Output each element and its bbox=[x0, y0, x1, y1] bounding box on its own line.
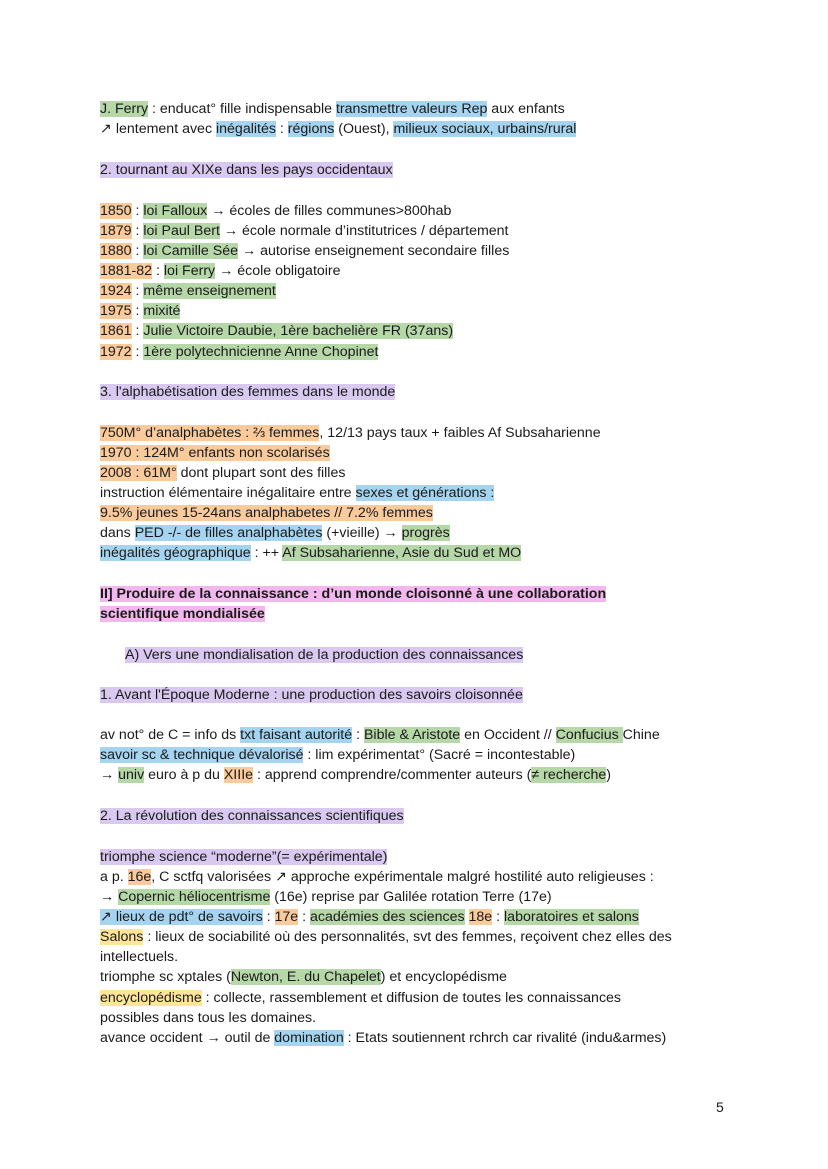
highlighted-text: mixité bbox=[143, 303, 181, 319]
highlighted-text: univ bbox=[118, 767, 145, 783]
text-segment: Chine bbox=[622, 727, 660, 743]
text-line bbox=[100, 584, 606, 604]
text-segment: : lieux de sociabilité où des personnalités, svt des femmes, reçoivent chez elles des bbox=[143, 929, 672, 945]
text-line bbox=[100, 301, 180, 321]
highlighted-text: milieux sociaux, urbains/rural bbox=[393, 121, 577, 137]
text-line bbox=[100, 99, 565, 119]
text-segment: : bbox=[131, 223, 144, 239]
text-segment: : bbox=[492, 909, 505, 925]
text-segment: → écoles de filles communes>800hab bbox=[207, 203, 452, 219]
text-line bbox=[100, 887, 552, 907]
text-line bbox=[100, 947, 178, 967]
highlighted-text: académies des sciences bbox=[310, 909, 465, 925]
highlighted-text: ≠ recherche bbox=[531, 767, 607, 783]
highlighted-text: J. Ferry bbox=[100, 101, 149, 117]
highlighted-text: 9.5% jeunes 15-24ans analphabetes // 7.2% femmes bbox=[100, 505, 433, 521]
highlighted-text: II] Produire de la connaissance : d’un monde cloisonné à une collaboration bbox=[100, 586, 607, 602]
text-line bbox=[100, 342, 378, 362]
highlighted-text: Newton, E. du Chapelet bbox=[230, 969, 381, 985]
highlighted-text: même enseignement bbox=[143, 283, 276, 299]
text-segment: aux enfants bbox=[487, 101, 565, 117]
text-line bbox=[100, 443, 330, 463]
highlighted-text: XIIIe bbox=[223, 767, 254, 783]
highlighted-text: 3. l'alphabétisation des femmes dans le monde bbox=[100, 384, 396, 400]
text-segment: instruction élémentaire inégalitaire entre bbox=[100, 485, 356, 501]
text-line bbox=[100, 201, 451, 221]
highlighted-text: progrès bbox=[401, 525, 450, 541]
text-segment: dont plupart sont des filles bbox=[176, 465, 346, 481]
text-line bbox=[100, 221, 509, 241]
text-segment: : collecte, rassemblement et diffusion de toutes les connaissances bbox=[201, 990, 622, 1006]
text-segment: (Ouest), bbox=[334, 121, 394, 137]
text-line bbox=[100, 847, 387, 867]
text-line bbox=[100, 604, 265, 624]
text-segment: → bbox=[100, 889, 119, 905]
highlighted-text: transmettre valeurs Rep bbox=[335, 101, 488, 117]
text-line bbox=[100, 967, 507, 987]
text-segment: triomphe sc xptales ( bbox=[100, 969, 231, 985]
highlighted-text: Julie Victoire Daubie, 1ère bachelière FR (37ans) bbox=[143, 323, 454, 339]
highlighted-text: domination bbox=[274, 1030, 344, 1046]
highlighted-text: 1861 bbox=[100, 323, 132, 339]
highlighted-text: 1924 bbox=[100, 283, 132, 299]
text-segment: en Occident // bbox=[460, 727, 556, 743]
text-line bbox=[100, 765, 611, 785]
highlighted-text: Salons bbox=[100, 929, 144, 945]
text-segment: : ++ bbox=[250, 545, 283, 561]
text-line bbox=[100, 160, 393, 180]
highlighted-text: savoir sc & technique dévalorisé bbox=[100, 747, 304, 763]
text-line bbox=[100, 988, 621, 1008]
text-segment: : bbox=[275, 121, 288, 137]
highlighted-text: encyclopédisme bbox=[100, 990, 202, 1006]
text-line bbox=[100, 423, 601, 443]
text-line bbox=[100, 382, 395, 402]
highlighted-text: A) Vers une mondialisation de la production des connaissances bbox=[125, 647, 524, 663]
highlighted-text: 1879 bbox=[100, 223, 132, 239]
highlighted-text: 1880 bbox=[100, 243, 132, 259]
text-line bbox=[100, 806, 404, 826]
text-line bbox=[100, 725, 660, 745]
highlighted-text: txt faisant autorité bbox=[240, 727, 353, 743]
text-segment: → école normale d’institutrices / département bbox=[219, 223, 509, 239]
highlighted-text: 16e bbox=[127, 869, 152, 885]
text-segment: (16e) reprise par Galilée rotation Terre (17e) bbox=[270, 889, 552, 905]
highlighted-text: loi Falloux bbox=[143, 203, 208, 219]
text-segment bbox=[465, 909, 469, 925]
highlighted-text: Bible & Aristote bbox=[363, 727, 461, 743]
text-segment: : bbox=[352, 727, 364, 743]
text-segment: (+vieille) → bbox=[322, 525, 402, 541]
highlighted-text: 1881-82 bbox=[100, 263, 153, 279]
text-line bbox=[100, 321, 453, 341]
text-segment: possibles dans tous les domaines. bbox=[100, 1010, 317, 1026]
highlighted-text: scientifique mondialisée bbox=[100, 606, 265, 622]
text-line bbox=[125, 645, 523, 665]
highlighted-text: Af Subsaharienne, Asie du Sud et MO bbox=[282, 545, 522, 561]
text-line bbox=[100, 1028, 666, 1048]
highlighted-text: 2008 : 61M° bbox=[100, 465, 177, 481]
text-segment: : Etats soutiennent rchrch car rivalité (indu&armes) bbox=[343, 1030, 667, 1046]
text-segment: : bbox=[131, 243, 144, 259]
text-segment: ↗ lentement avec bbox=[100, 121, 216, 137]
highlighted-text: 750M° d’analphabètes : ⅔ femmes bbox=[100, 425, 320, 441]
highlighted-text: sexes et générations : bbox=[355, 485, 495, 501]
text-segment: , 12/13 pays taux + faibles Af Subsaharienne bbox=[319, 425, 601, 441]
text-line bbox=[100, 543, 521, 563]
text-line bbox=[100, 281, 276, 301]
text-line bbox=[100, 867, 654, 887]
text-line bbox=[100, 927, 672, 947]
text-segment: , C sctfq valorisées ↗ approche expérimentale malgré hostilité auto religieuses : bbox=[151, 869, 654, 885]
highlighted-text: laboratoires et salons bbox=[504, 909, 639, 925]
highlighted-text: loi Paul Bert bbox=[143, 223, 220, 239]
highlighted-text: 1972 bbox=[100, 344, 132, 360]
text-segment: : bbox=[298, 909, 310, 925]
text-segment: intellectuels. bbox=[100, 949, 179, 965]
text-segment: avance occident → outil de bbox=[100, 1030, 275, 1046]
text-segment: dans bbox=[100, 525, 135, 541]
highlighted-text: 1850 bbox=[100, 203, 132, 219]
text-line bbox=[100, 1008, 316, 1028]
text-segment: → école obligatoire bbox=[215, 263, 341, 279]
text-segment: : bbox=[262, 909, 275, 925]
text-segment: ) et encyclopédisme bbox=[380, 969, 507, 985]
highlighted-text: 1ère polytechnicienne Anne Chopinet bbox=[143, 344, 379, 360]
text-segment: av not° de C = info ds bbox=[100, 727, 241, 743]
highlighted-text: 1. Avant l'Époque Moderne : une production des savoirs cloisonnée bbox=[100, 687, 523, 703]
page-number: 5 bbox=[716, 1099, 724, 1115]
text-line bbox=[100, 523, 450, 543]
highlighted-text: Confucius bbox=[555, 727, 623, 743]
text-segment: : bbox=[131, 303, 144, 319]
text-line bbox=[100, 261, 341, 281]
text-line bbox=[100, 119, 576, 139]
highlighted-text: 1970 : 124M° enfants non scolarisés bbox=[100, 445, 330, 461]
highlighted-text: PED -/- de filles analphabètes bbox=[134, 525, 323, 541]
text-segment: : bbox=[131, 283, 144, 299]
text-segment: : bbox=[152, 263, 164, 279]
highlighted-text: loi Camille Sée bbox=[143, 243, 239, 259]
highlighted-text: 2. tournant au XIXe dans les pays occidentaux bbox=[100, 162, 393, 178]
highlighted-text: triomphe science “moderne”(= expérimentale) bbox=[100, 849, 388, 865]
text-segment: → bbox=[100, 767, 119, 783]
highlighted-text: 18e bbox=[468, 909, 493, 925]
highlighted-text: régions bbox=[287, 121, 335, 137]
text-segment: ) bbox=[606, 767, 611, 783]
highlighted-text: 17e bbox=[274, 909, 299, 925]
text-line bbox=[100, 503, 433, 523]
text-line bbox=[100, 241, 509, 261]
highlighted-text: ↗ lieux de pdt° de savoirs bbox=[100, 909, 263, 925]
text-segment: a p. bbox=[100, 869, 128, 885]
highlighted-text: loi Ferry bbox=[163, 263, 216, 279]
text-segment: : bbox=[131, 323, 144, 339]
text-segment: → autorise enseignement secondaire filles bbox=[238, 243, 510, 259]
highlighted-text: inégalités géographique bbox=[100, 545, 251, 561]
highlighted-text: Copernic héliocentrisme bbox=[118, 889, 271, 905]
text-segment: : bbox=[131, 203, 144, 219]
highlighted-text: inégalités bbox=[216, 121, 276, 137]
text-segment: : lim expérimentat° (Sacré = incontestable) bbox=[303, 747, 576, 763]
highlighted-text: 1975 bbox=[100, 303, 132, 319]
highlighted-text: 2. La révolution des connaissances scientifiques bbox=[100, 808, 404, 824]
text-line bbox=[100, 685, 523, 705]
text-line bbox=[100, 907, 639, 927]
text-segment: : bbox=[131, 344, 144, 360]
text-segment: : enducat° fille indispensable bbox=[148, 101, 336, 117]
text-line bbox=[100, 483, 494, 503]
text-line bbox=[100, 463, 345, 483]
text-segment: euro à p du bbox=[144, 767, 224, 783]
text-segment: : apprend comprendre/commenter auteurs ( bbox=[253, 767, 532, 783]
text-line bbox=[100, 745, 575, 765]
